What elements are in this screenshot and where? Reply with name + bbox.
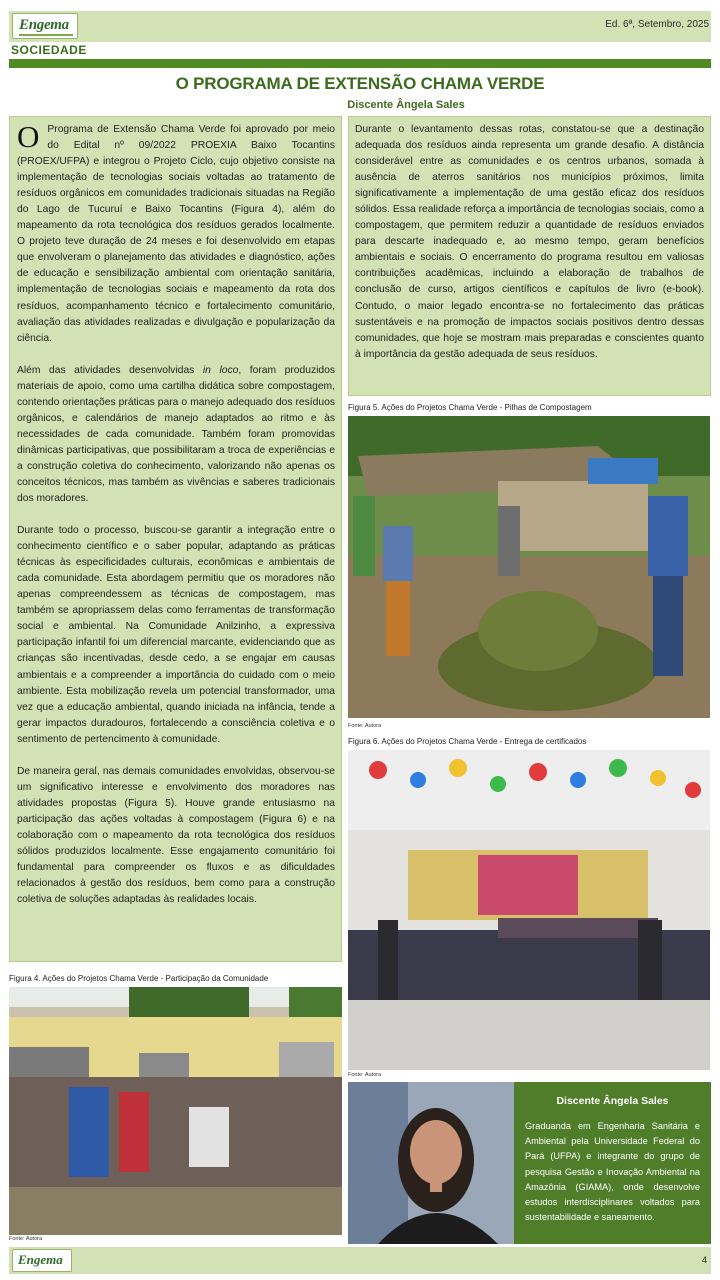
- figure-5-caption: Figura 5. Ações do Projetos Chama Verde - Pilhas de Compostagem: [348, 403, 592, 412]
- footer-logo-text: Engema: [18, 1252, 63, 1267]
- article-title: O PROGRAMA DE EXTENSÃO CHAMA VERDE: [175, 74, 545, 93]
- paragraph-2: [17, 363, 335, 507]
- figure-4-photo-community: [9, 987, 342, 1235]
- footer-engema-logo: [12, 1249, 72, 1272]
- drop-cap: O: [17, 119, 40, 154]
- figure-5-photo-compost: [348, 416, 710, 718]
- section-label: SOCIEDADE: [11, 43, 87, 57]
- left-text-column: [9, 116, 342, 962]
- paragraph-3: Durante todo o processo, buscou-se garantir a integração entre o conhecimento científico e o saber popular, adaptando as práticas técnicas às especificidades culturais, econômicas e ambientais de cada comunidade. Esta abordagem permitiu que os moradores não apenas compreendessem as técnicas de compostagem, mas também se apropriassem delas como ferramentas de transformação social e ambiental. Na Comunidade Anilzinho, a expressiva participação infantil foi um diferencial marcante, evidenciando que as crianças são incentivadas, desde cedo, a se engajar em causas ambientais e a compreender a importância do cuidado com o meio ambiente. Esta mobilização revela um potencial transformador, uma vez que a educação ambiental, quando iniciada na infância, tende a gerar impactos duradouros, fortalecendo a consciência coletiva e o sentimento de pertencimento à comunidade.: [17, 525, 335, 745]
- paragraph-1: [17, 119, 335, 347]
- bio-name: Discente Ângela Sales: [556, 1095, 669, 1107]
- paragraph-2-text-a: Além das atividades desenvolvidas: [17, 364, 203, 376]
- section-divider: [9, 59, 711, 68]
- paragraph-2-italic: in loco: [202, 364, 239, 376]
- paragraph-5: Durante o levantamento dessas rotas, constatou-se que a destinação adequada dos resíduos ainda representa um grande desafio. A distância considerável entre as comunidades e os centros urbanos, somada à ausência de aterros sanitários nos municípios próximos, limita significativamente a implementação de uma gestão eficaz dos resíduos sólidos. Essa realidade reforça a importância de tecnologias sociais, como a compostagem, que permitem reduzir a quantidade de resíduos enviados para descarte inadequado e, ao mesmo tempo, geram benefícios ambientais e sociais. O encerramento do programa resultou em valiosas contribuições acadêmicas, incluindo a elaboração de trabalhos de conclusão de curso, artigos científicos e capítulos de livro (e-book). Contudo, o maior legado encontra-se no fortalecimento das práticas sustentáveis e na promoção de impactos sociais positivos dentro dessas comunidades, que hoje se mostram mais preparadas e conscientes quanto à importância da gestão adequada de seus resíduos.: [355, 124, 704, 360]
- author-bio-box: [514, 1082, 711, 1244]
- paragraph-1-text: Programa de Extensão Chama Verde foi aprovado por meio do Edital nº 09/2022 PROEXIA Baixo Tocantins (PROEX/UFPA) e integrou o Projeto Ciclo, cujo objetivo consiste na implementação de tecnologias sociais voltadas ao tratamento de resíduos orgânicos em comunidades tradicionais situadas na Região do Lago de Tucuruí e Baixo Tocantins (Figura 4), além do mapeamento da rota tecnológica dos resíduos gerados localmente. O projeto teve duração de 24 meses e foi desenvolvido em etapas que envolveram o planejamento das atividades e diagnóstico, ações de educação e sensibilização ambiental com orientação sanitária, implementação de tecnologias sociais e mapeamento da rota dos resíduos, acompanhamento técnico e fortalecimento comunitário, avaliação das atividades realizadas e divulgação e popularização da ciência.: [17, 124, 335, 344]
- page-number: 4: [701, 1255, 707, 1265]
- figure-6-photo-certificates: [348, 750, 710, 1070]
- figure-5-source: Fonte: Autora: [348, 723, 382, 729]
- logo-text: Engema: [19, 17, 69, 33]
- header-bar: [9, 11, 711, 42]
- figure-4-caption: Figura 4. Ações do Projetos Chama Verde - Participação da Comunidade: [9, 974, 269, 983]
- bio-text: Graduanda em Engenharia Sanitária e Ambiental pela Universidade Federal do Pará (UFPA) e integrante do grupo de pesquisa Gestão e Inovação Ambiental na Amazônia (GIAMA), onde desenvolve estudos interdisciplinares voltados para sustentabilidade e saneamento.: [525, 1121, 700, 1223]
- footer-bar: [9, 1247, 711, 1274]
- article-author: Discente Ângela Sales: [347, 99, 465, 111]
- figure-6-source: Fonte: Autora: [348, 1072, 382, 1078]
- author-photo: [348, 1082, 514, 1244]
- paragraph-4: De maneira geral, nas demais comunidades envolvidas, observou-se um significativo interesse e envolvimento dos moradores nas atividades propostas (Figura 5). Houve grande entusiasmo na participação das ações voltadas à compostagem (Figura 6) e na colaboração com o mapeamento da rota tecnológica dos resíduos sólidos produzidos localmente. Esse engajamento comunitário foi fundamental para compreender os fluxos e as dificuldades relacionados à gestão dos resíduos, bem como para a construção coletiva de soluções adaptadas às realidades locais.: [17, 765, 335, 906]
- logo-underline: [19, 34, 73, 36]
- edition-label: Ed. 6ª, Setembro, 2025: [605, 19, 709, 30]
- right-text-column: [348, 116, 711, 396]
- paragraph-2-text-b: , foram produzidos materiais de apoio, como uma cartilha didática sobre compostagem, contendo orientações práticas para o manejo adequado dos resíduos orgânicos, e calendários de manejo adaptados ao ritmo e às necessidades de cada comunidade. Também foram promovidas dinâmicas participativas, que possibilitaram a troca de experiências e a construção coletiva do conhecimento, valorizando não apenas os conceitos técnicos, mas também as vivências e saberes tradicionais dos moradores.: [17, 364, 335, 505]
- figure-4-source: Fonte: Autora: [9, 1236, 43, 1242]
- engema-logo: [12, 13, 78, 39]
- figure-6-caption: Figura 6. Ações do Projetos Chama Verde - Entrega de certificados: [348, 737, 587, 746]
